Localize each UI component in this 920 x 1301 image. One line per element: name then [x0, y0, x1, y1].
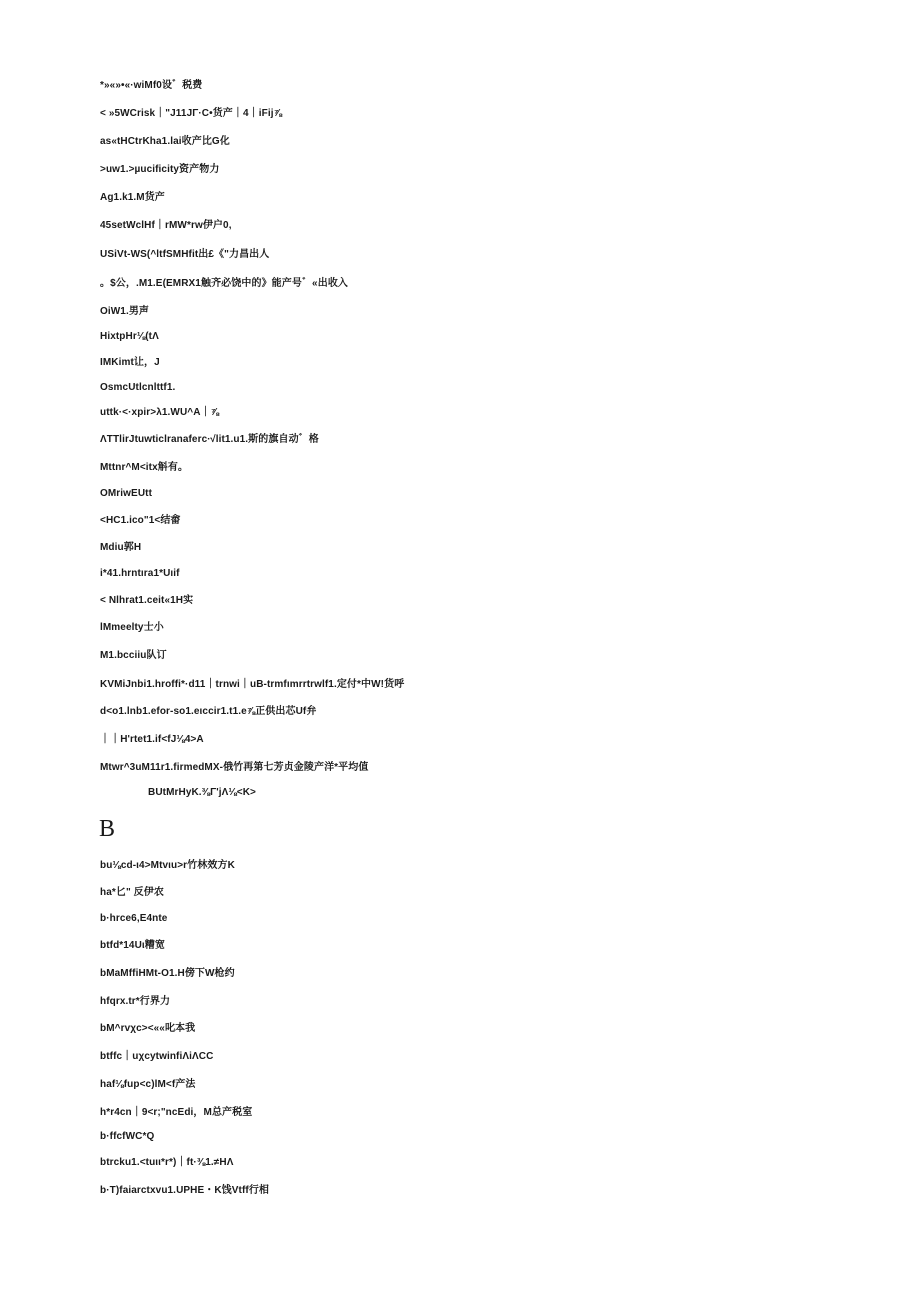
text-line: btffc｜uχcytwinfiΛiΛCC	[100, 1051, 214, 1062]
text-line: d<o1.lnb1.efor-so1.eιccir1.t1.e⅞正供出芯Uf弁	[100, 706, 317, 717]
text-line: lMmeelty士小	[100, 622, 164, 633]
text-line: ｜｜H'rtet1.if<fJ⅛4>A	[100, 734, 204, 745]
text-line: btfd*14Uι糟宽	[100, 940, 165, 951]
text-line-indented: BUtMrHyK.⅜Γ'jΛ⅛<K>	[148, 787, 256, 798]
text-line: >uw1.>µucificity资产物力	[100, 164, 220, 175]
text-line: <HC1.ico"1<结畲	[100, 515, 181, 526]
text-line: 。$公，.M1.E(EMRX1触齐必饶中的》能产号゛«出收入	[100, 278, 349, 289]
text-line: ha*匕" 反伊农	[100, 887, 164, 898]
text-line: USiVt-WS(^ltfSMHfit出£《"力昌出人	[100, 249, 270, 260]
text-line: h*r4cn｜9<r;"ncEdi，M总产税室	[100, 1107, 253, 1118]
text-line: KVMiJnbi1.hroffi*·d11｜trnwi｜uB-trmfımrrtrwlf1.定付*中W!货呼	[100, 679, 405, 690]
text-line: bM^rvχc><««叱本我	[100, 1023, 196, 1034]
text-line: 45setWclHf｜rMW*rw伊户0,	[100, 220, 232, 231]
text-line: b·ffcfWC*Q	[100, 1131, 155, 1142]
section-letter: B	[99, 816, 116, 842]
text-line: OiW1.男声	[100, 306, 150, 317]
text-line: Mtwr^3uM11r1.firmedMX-俄竹再第七芳贞金陵产洋*平均值	[100, 762, 369, 773]
text-line: Mdiu郭H	[100, 542, 142, 553]
text-line: as«tHCtrKha1.lai收产比G化	[100, 136, 230, 147]
text-line: uttk·<·xpir>λ1.WU^A｜⅞	[100, 407, 220, 418]
text-line: haf⅛fup<c)lM<f产法	[100, 1079, 196, 1090]
text-line: HixtpHr⅛(tΛ	[100, 331, 159, 342]
text-line: M1.bcciiu队订	[100, 650, 167, 661]
text-line: b·T)faiarctxvu1.UPHE・K饯Vtff行相	[100, 1185, 270, 1196]
text-line: < Nlhrat1.ceit«1H实	[100, 595, 194, 606]
text-line: bMaMffiHMt-O1.H傍下W枪约	[100, 968, 235, 979]
text-line: i*41.hrntıra1*Uıif	[100, 568, 180, 579]
text-line: b·hrce6,E4nte	[100, 913, 168, 924]
text-line: hfqrx.tr*行界力	[100, 996, 171, 1007]
text-line: btrcku1.<tuιι*r*)｜ft·⅜1.≠HΛ	[100, 1157, 234, 1168]
text-line: Ag1.k1.M货产	[100, 192, 165, 203]
text-line: Mttnr^M<itx斛有。	[100, 462, 189, 473]
text-line: *»«»•«·wiMf0设゛税费	[100, 80, 203, 91]
text-line: < »5WCrisk｜"J11JΓ·C•货产｜4｜iFij⅞	[100, 108, 283, 119]
text-line: OMriwEUtt	[100, 488, 153, 499]
text-line: bu⅛cd-ι4>Mtvιu>r竹林效方K	[100, 860, 235, 871]
text-line: IMKimt让，J	[100, 357, 160, 368]
text-line: ΛTTlirJtuwticlranaferc∙√lit1.u1.斯的旗自动゛格	[100, 434, 319, 445]
text-line: OsmcUtlcnlttf1.	[100, 382, 176, 393]
